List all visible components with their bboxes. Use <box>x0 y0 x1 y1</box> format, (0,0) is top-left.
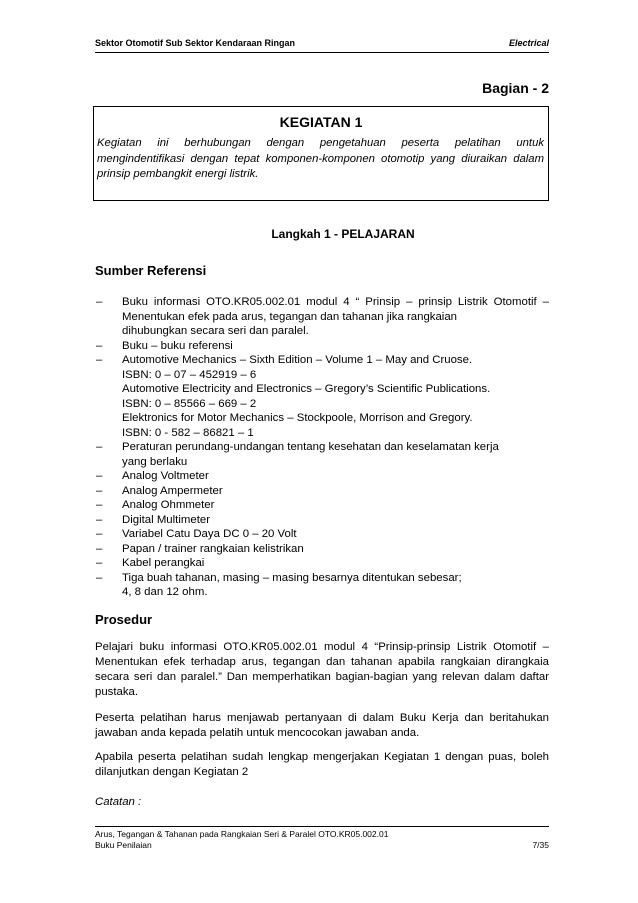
reference-item <box>95 498 549 513</box>
reference-text: Variabel Catu Daya DC 0 – 20 Volt <box>122 528 297 540</box>
reference-item <box>95 484 549 499</box>
reference-text: Analog Ohmmeter <box>122 499 215 511</box>
procedure-paragraph: Peserta pelatihan harus menjawab pertanyaan di dalam Buku Kerja dan beritahukan jawaban anda kepada pelatih untuk mencocokan jawaban anda. <box>95 712 549 739</box>
reference-text: yang berlaku <box>122 455 188 468</box>
footer-rule <box>95 826 549 827</box>
reference-item <box>95 339 549 354</box>
reference-text: ISBN: 0 – 85566 – 669 – 2 <box>122 397 257 410</box>
note-label: Catatan : <box>95 796 142 808</box>
reference-text: Tiga buah tahanan, masing – masing besarnya ditentukan sebesar; <box>122 571 462 584</box>
references-heading: Sumber Referensi <box>95 263 207 278</box>
reference-text: Kabel perangkai <box>122 557 205 569</box>
reference-text: Automotive Mechanics – Sixth Edition – Volume 1 – May and Cruose. <box>122 354 473 366</box>
reference-text: Peraturan perundang-undangan tentang kesehatan dan keselamatan kerja <box>122 441 499 453</box>
reference-text: ISBN: 0 - 582 – 86821 – 1 <box>122 426 254 439</box>
reference-item <box>95 513 549 528</box>
procedure-heading: Prosedur <box>95 612 153 627</box>
page-footer <box>95 829 549 851</box>
footer-title: Arus, Tegangan & Tahanan pada Rangkaian Seri & Paralel OTO.KR05.002.01 <box>95 829 389 839</box>
header-right-text: Electrical <box>508 38 549 48</box>
reference-text: Elektronics for Motor Mechanics – Stockpoole, Morrison and Gregory. <box>122 412 473 424</box>
dash-bullet: – <box>96 339 103 352</box>
header-left-text: Sektor Otomotif Sub Sektor Kendaraan Ringan <box>95 38 296 48</box>
reference-item <box>95 527 549 542</box>
dash-bullet: – <box>96 296 103 308</box>
page-number: 7/35 <box>532 840 549 850</box>
reference-text: Automotive Electricity and Electronics – Gregory’s Scientific Publications. <box>122 383 491 395</box>
step-title: Langkah 1 - PELAJARAN <box>271 227 415 241</box>
reference-item <box>95 571 549 600</box>
reference-text: Analog Ampermeter <box>122 484 223 497</box>
dash-bullet: – <box>96 513 103 526</box>
dash-bullet: – <box>96 557 103 569</box>
footer-subtitle: Buku Penilaian <box>95 840 152 850</box>
reference-item <box>95 469 549 484</box>
reference-text: Papan / trainer rangkaian kelistrikan <box>122 542 304 555</box>
dash-bullet: – <box>96 571 103 584</box>
section-label: Bagian - 2 <box>482 80 549 96</box>
reference-text: Digital Multimeter <box>122 513 210 526</box>
reference-text: dihubungkan secara seri dan paralel. <box>122 325 309 337</box>
reference-item <box>95 440 549 469</box>
reference-item <box>95 295 549 339</box>
reference-text: Buku – buku referensi <box>122 339 233 352</box>
reference-text: Analog Voltmeter <box>122 470 209 482</box>
dash-bullet: – <box>96 484 103 497</box>
page-header <box>95 38 549 48</box>
procedure-paragraph: Apabila peserta pelatihan sudah lengkap mengerjakan Kegiatan 1 dengan puas, boleh dilanjutkan dengan Kegiatan 2 <box>95 751 549 778</box>
activity-description: Kegiatan ini berhubungan dengan pengetahuan peserta pelatihan untuk mengindentifikasi dengan tepat komponen-komponen otomotip yang diuraikan dalam prinsip pembangkit energi listrik. <box>97 137 544 180</box>
reference-item <box>95 542 549 557</box>
reference-item <box>95 556 549 571</box>
reference-item <box>95 353 549 440</box>
reference-text: Buku informasi OTO.KR05.002.01 modul 4 “ Prinsip – prinsip Listrik Otomotif – Menentukan efek pada arus, tegangan dan tahanan jika rangkaian <box>122 296 549 323</box>
references-list <box>95 295 549 600</box>
procedure-paragraph: Pelajari buku informasi OTO.KR05.002.01 modul 4 “Prinsip-prinsip Listrik Otomotif – Menentukan efek terhadap arus, tegangan dan tahanan apabila rangkaian dirangkaia secara seri dan paralel.” Dan memperhatikan bagian-bagian yang relevan dalam daftar pustaka. <box>95 641 549 698</box>
reference-text: 4, 8 dan 12 ohm. <box>122 586 208 598</box>
dash-bullet: – <box>96 528 103 540</box>
dash-bullet: – <box>96 470 103 482</box>
dash-bullet: – <box>96 542 103 555</box>
dash-bullet: – <box>96 499 103 511</box>
reference-text: ISBN: 0 – 07 – 452919 – 6 <box>122 368 257 381</box>
activity-title: KEGIATAN 1 <box>279 114 363 130</box>
header-rule <box>95 52 549 53</box>
dash-bullet: – <box>96 354 103 366</box>
dash-bullet: – <box>96 441 103 453</box>
activity-box <box>93 106 549 201</box>
